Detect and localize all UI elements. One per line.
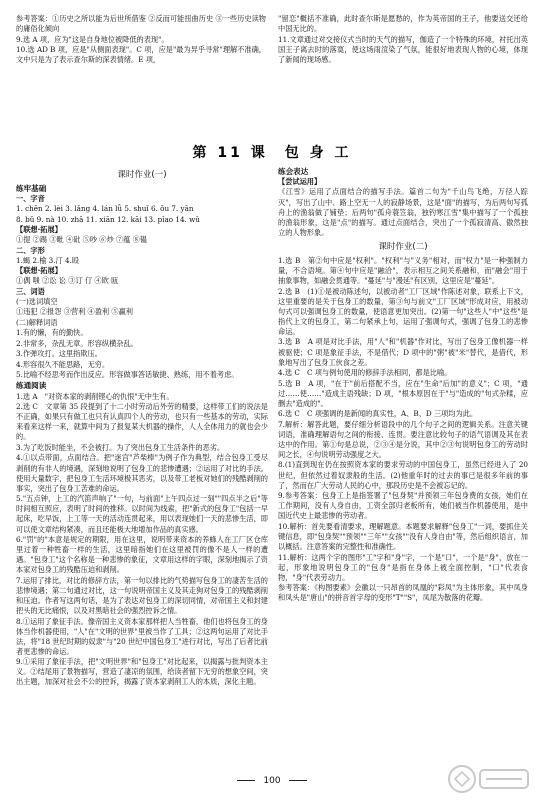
left-paragraph: 4.①以点带面，点面结合。把"迷宫"芦柴棒"为例子作为典型，结合包身工受尽剥削的有非人的境遇，深刻地说明了包身工的悲惨遭遇；②运用了对比的手法。使用大量数字，把包身工生活环境极其恶劣，以及带工老板对她们的残酷剥削的事实，突出了包身工苦难的命运。	[16, 453, 268, 493]
left-paragraph: 8.①运用了象征手法。像帝国主义资本家那样把人当牲畜，他们也将包身工的身体当作机器使用，"人"在"文明的世界"里被当作了工具；②这两句运用了对比手法，将"18 世纪时期的奴隶"与"20 世纪中国包身工"进行对比，写出了后者比前者更悲惨的命运。	[16, 616, 268, 656]
right-paragraph: 7.解析：解答此题，要仔细分析语段中的几个句子之间的逻辑关系。注意关键词语，准确理解语句之间的衔接、连贯。要注意比较句子的语气语调及其在表达中的作用。第①句是总说，②③④是分说，其中②③句说明包身工的劳动时间之长，④句说明劳动强度之大。	[278, 419, 528, 459]
right-paragraph: 5.选 B A 项，"在于"前后搭配不当，应在"生命"后加"的意义"；C 项，"通过……使……"造成主语残缺；D 项，"根本原因在于"与"造成的"句式杂糅，应删去"造成的"。	[278, 378, 528, 408]
left-paragraph: (一)选词填空	[16, 296, 58, 306]
watermark-logo-icon	[446, 762, 534, 796]
left-sub-heading: 【联想·拓展】	[16, 266, 62, 276]
right-section-heading: 练会表达	[278, 167, 309, 176]
right-paragraph: 《江雪》运用了点面结合的描写手法。篇首二句为"千山鸟飞绝，万径人踪灭"，写出了山中、路上空无一人的寂静场景，这是"面"的描写，为后两句写孤舟上的渔翁做了铺垫；后两句"孤舟蓑笠翁，独钓寒江雪"集中描写了一个孤独的渔翁形象，这是"点"的描写。通过点面结合，突出了一个孤寂清高、傲然独立的人物形象。	[278, 187, 528, 237]
left-section-heading: 练牢基础	[16, 184, 47, 193]
left-sub-heading: 二、字形	[16, 245, 45, 255]
left-paragraph: ①违犯 ②报怨 ③营利 ④盈利 ⑤赢利	[16, 307, 133, 317]
left-paragraph: 5.比喻不经思考而作出反应。形容做事答话敏捷、熟练，用不着考虑。	[16, 370, 239, 380]
main-section	[16, 166, 528, 768]
left-sub-heading: 三、词语	[16, 286, 45, 296]
top-left-paragraph: 9.选 A 项，应为"这是自身地位被降低的表现"。	[16, 34, 169, 44]
right-paragraph: 3.选 B A 项是对比手法，用"人"和"机器"作对比，写出了包身工像机器一样被驱使；C 项是象征手法，不是借代；D 项中的"粥"被"米"替代，是借代，形象地写出了包身工伙食之差。	[278, 337, 528, 367]
left-paragraph: 5."五点钟，上工的汽笛声响了"一句，与前面"上午四点过一刻""四点半之后"等时间相互照应，表明了时间的推移。以时间为线索，把"新式的包身工"包括一早起床，吃早饭，上工等一天的活动连贯起来，用以表现她们一天的悲惨生活，即可以使文章结构紧凑，而且还能极大地增加作品的真实感。	[16, 494, 268, 534]
left-paragraph: 4.形容很久不能思路，无穷。	[16, 359, 110, 369]
right-paragraph: 11.解析：这两个字的图形"工"字和"身"字，一个是"口"，一个是"身"，放在一起，形象地说明包身工的"包身"是指在身体上被全面控制，"口"代表食物，"身"代表劳动力。	[278, 552, 528, 582]
right-sub-heading: 【尝试运用】	[278, 177, 322, 187]
left-paragraph: ①偶 嗤 ②讼 讼 ③订 仃 ④欧 瓯	[16, 276, 119, 286]
top-right-paragraph: 11.文章通过对交接仪式当时的天气的描写，伽造了一个特殊的环境，衬托出英国王子离去时的落寞，使这场雨渲染了气氛，能很好地表现人物的心境，体现了新闻的现场感。	[278, 34, 528, 64]
right-subhead: 课时作业(二)	[378, 241, 428, 252]
left-section-heading: 练通阅读	[16, 381, 47, 391]
footer-dash-left	[237, 780, 255, 781]
left-paragraph: 8. bǔ 9. nà 10. zhā 11. xiān 12. kāi 13. pǐao 14. wǔ	[16, 214, 200, 224]
lesson-title: 第 11 课 包 身 工	[192, 145, 352, 161]
page-number: 100	[263, 776, 281, 786]
left-paragraph: 3.作弹攻打。这里指欺压。	[16, 349, 102, 359]
right-paragraph: 4.选 C C 项与例句使用的修辞手法相同，都是比喻。	[278, 368, 452, 378]
left-sub-heading: 【联想·拓展】	[16, 225, 62, 235]
right-paragraph: 9.参考答案：包身工上是指签署了"包身契"并预领三年包身费的女孩，她们在工作期间，没有人身自由，工资全部归老板所有，她们被当作机器使用，是中国近代史上最悲惨的劳动者。	[278, 491, 528, 521]
right-paragraph: 10.解析：首先要看清要求，理解题意。本题要求解释"包身工"一词，要抓住关键信息，即"包身契""预领""三年""女孩""没有人身自由"等，然后组织语言，加以概括。注意答案的完整性和准确性。	[278, 521, 528, 552]
left-sub-heading: 一、字音	[16, 194, 45, 204]
left-paragraph: 1.选 A "对资本家的剥削铿心的仇恨"无中生有。	[16, 391, 174, 401]
left-paragraph: 6."罚"的"本意是规定的期限，用在这里，说明带来资本的养蜂人在工厂区仓库里过着一种牲畜一样的生活，这里暗指她们在这里被罚的像不是人一样的遭遇。"包身工"这个名称是一种悲惨的象征，文章用这样的字眼，深刻地揭示了资本家对包身工的残酷压迫和剥削。	[16, 534, 268, 575]
left-blocks	[16, 184, 268, 688]
lesson-title-bar	[0, 142, 544, 164]
right-paragraph: 6.选 C C 项强调的是新闻的真实性，A、B、D 三项均为此。	[278, 409, 478, 419]
footer-dash-right	[289, 780, 307, 781]
top-left-paragraph: 10.选 AD B 项，应是"从侧面表现"。C 项，应是"最为异乎寻常"理解不准确，文中只是为了表示查尔斯的深表情绪。E 项，	[16, 45, 266, 65]
left-paragraph: 7.运用了排比，对比的修辞方法，第一句以排比的气势描写包身工的凄苦生活的悲惨境遇；第二句通过对比，这一句说明帝国主义及其走狗对包身工的残酷剥削和压迫。作者写这两句话，是为了表达对包身工的深切同情，对帝国主义和封建把头的无比痛恨，以及对黑暗社会的强烈控诉之情。	[16, 575, 268, 616]
top-right-column	[278, 14, 528, 65]
right-paragraph: 2.选 B (1)①是被动陈述句，以被动者"工厂区域"作陈述对象，联系上下文，这里重要的是关于包身工的数量，第③句与前文"工厂区域"形成对应，用被动句式可以强调包身工的数量，使语意更加突出。(2)第一句"这些人"中"这些"是指代上文的包身工，第二句紧承上句，运用了强调句式，强调了包身工的悲惨命运。	[278, 286, 528, 336]
left-subhead: 课时作业(一)	[117, 170, 167, 180]
left-column	[16, 166, 268, 768]
right-paragraph: 参考答案：《构图要素》会徽以一只昂首的凤凰的"彩凤"为主体形象，其中凤身和凤头是"唐山"的拼音首字母的变形"T""S"，凤尾为散落的花瓣。	[278, 583, 528, 603]
left-paragraph: 1.蝎 2.榆 3.汀 4.殴	[16, 255, 80, 265]
right-paragraph: 8.(1)直到现在仍在按照资本家的要求劳动的中国包身工，虽然已经进入了 20 世纪，但依然过着奴隶般的生活。(2)他重年时的过去的事已是很多年前的事了，然而在广大劳动人民的心中，那段历史是不会被忘记的。	[278, 460, 528, 490]
left-paragraph: (二)解释词语	[16, 317, 58, 327]
left-paragraph: 2.非常多，杂乱无章。形容纵横杂乱。	[16, 338, 138, 348]
top-left-paragraph: 参考答案：①历史之所以能为后世所借鉴 ②反而可能扭曲历史 ③一些历史读物的庸俗化倾向	[16, 14, 266, 34]
top-left-column	[16, 14, 266, 66]
left-paragraph: ①提 ②踢 ③毗 ④砒 ⑤吵 ⑥炒 ⑦蕴 ⑧韫	[16, 235, 147, 245]
left-paragraph: 2.选 C 文章第 35 段提到了十二小时劳动后外劳的精要，这样带工们的说法是不正确，如果只有做工也只有认真四个人的劳动，也只有一些基本的劳动，实际来看来这样一来，就算中间为了报复某大机器的操作，人人全体用力的就也会少的。	[16, 402, 268, 442]
top-section	[16, 14, 528, 140]
right-paragraph: 1.选 B 第②句中应是"权利"。"权利"与"义务"相对，而"权力"是一种强制力量，不合语境。第④句中应是"融洽"，表示相互之间关系融和，而"融会"用于抽象事物，如融会贯通等。"蔓延"与"漫延"有区别，这里应是"蔓延"。	[278, 255, 528, 286]
right-column	[278, 166, 528, 768]
left-paragraph: 3.为了吃饭时能坐，不会被打。为了突出包身工生活条件的恶劣。	[16, 442, 225, 452]
left-paragraph: 1. chēn 2. lèi 3. lǎng 4. lán lǚ 5. shuǐ 6. ǒu 7. yān	[16, 204, 194, 214]
left-paragraph: 9.①采用了象征手法，把"文明世界"和"包身工"对比起来，以揭露与批判资本主义。②结尾用了景物描写，营造了凄凉的氛围，给读者留下无穷的想象空间，突出主题，加深对社会不公的控诉，揭露了资本家剥削工人的本质，深化主题。	[16, 657, 268, 687]
left-paragraph: 1.有的懒，有的勤快。	[16, 328, 88, 338]
top-right-paragraph: "留恋"概括不准确，此时查尔斯是愿愁的，作为英帝国的王子，他要送交还给中国无比的。	[278, 14, 528, 34]
